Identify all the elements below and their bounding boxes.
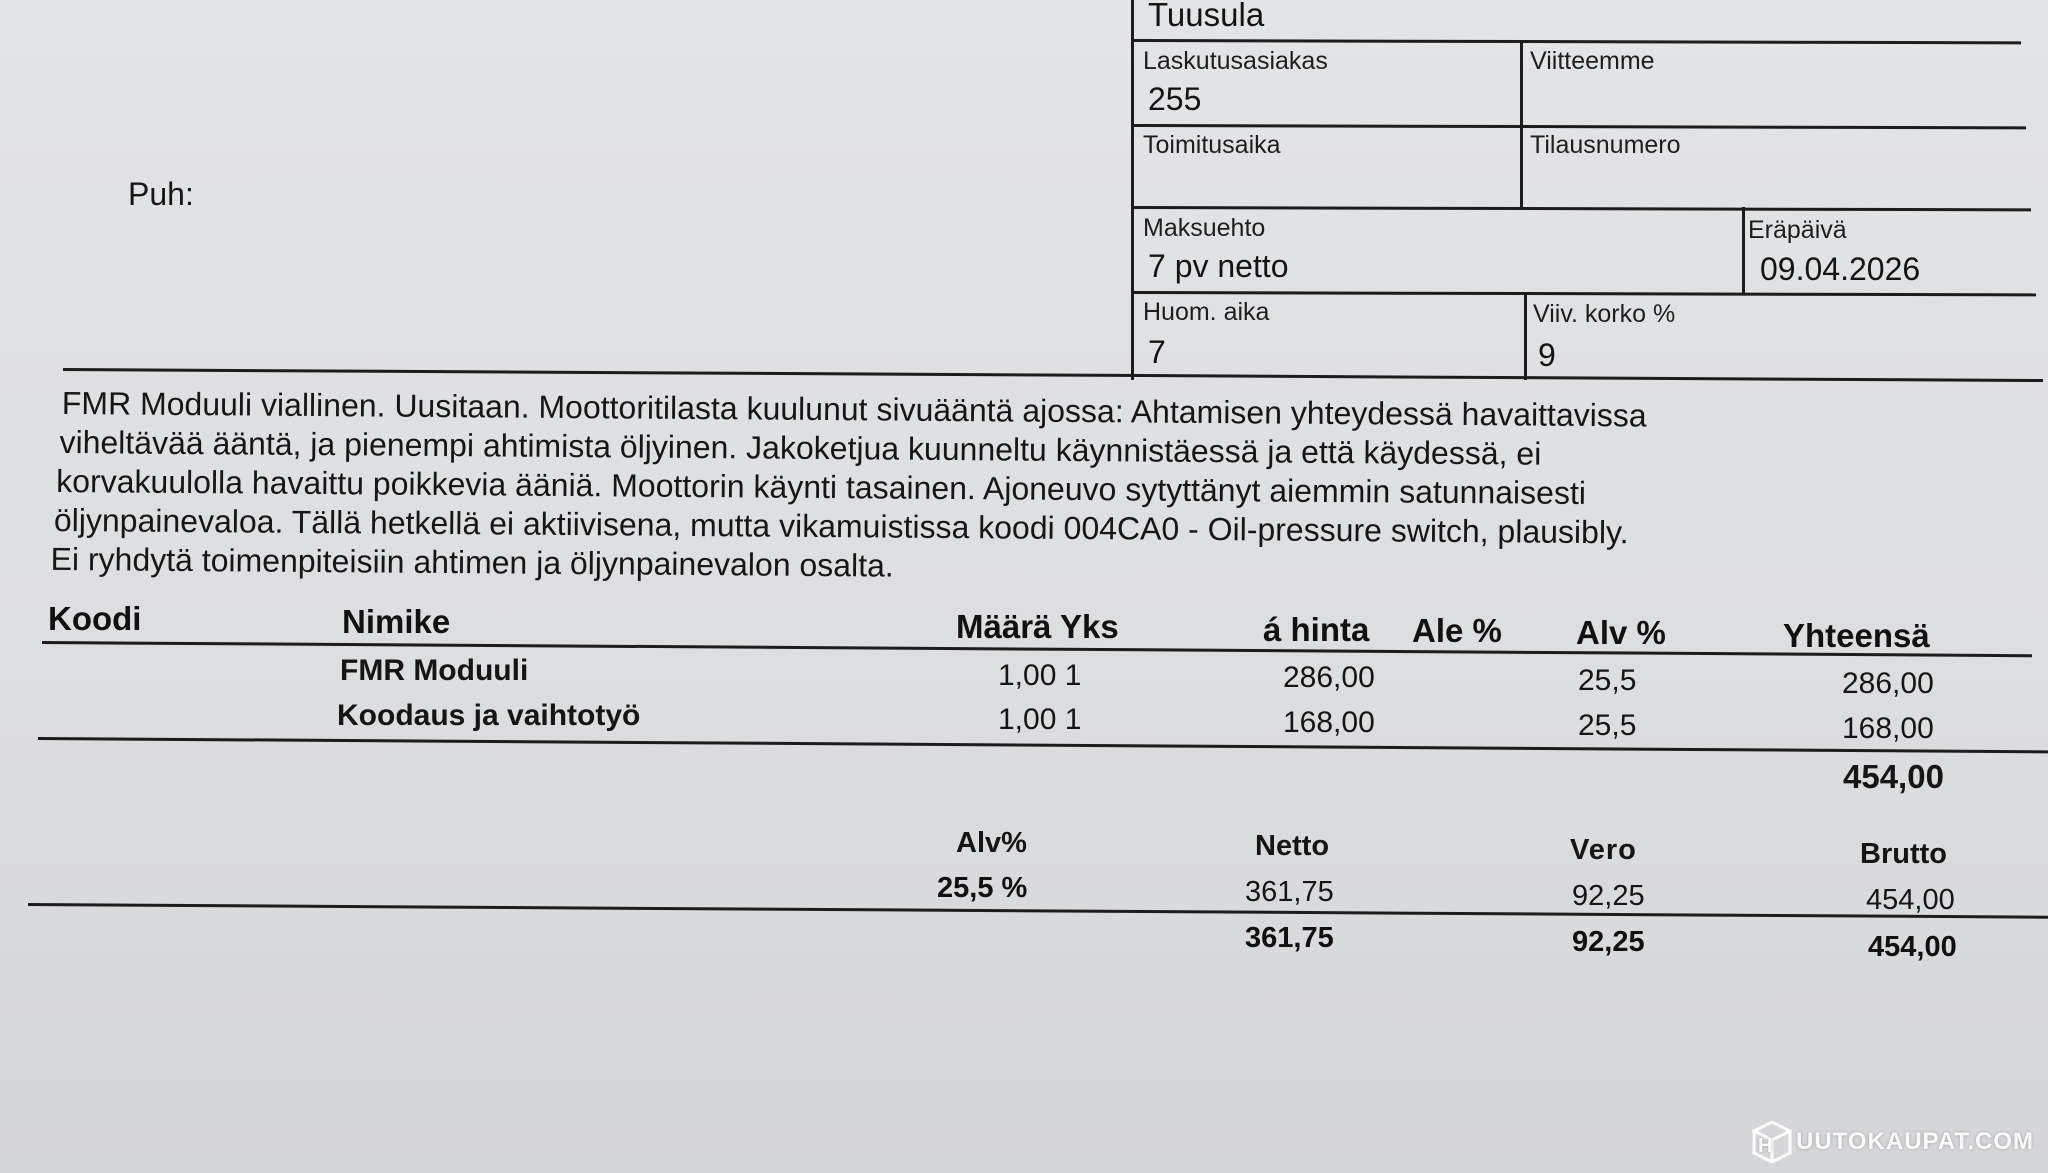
- col-header-code: Koodi: [48, 600, 142, 637]
- description-line: korvakuulolla havaittu poikkevia ääniä. Moottorin käynti tasainen. Ajoneuvo sytyttänyt aiemmin satunnaisesti: [56, 462, 1587, 511]
- description-line: Ei ryhdytä toimenpiteisiin ahtimen ja öljynpainevalon osalta.: [50, 540, 894, 584]
- col-header-qty-unit: Määrä Yks: [956, 608, 1119, 645]
- notice-time-label: Huom. aika: [1143, 298, 1270, 326]
- vat-row-pct: 25,5 %: [937, 872, 1028, 904]
- phone-label: Puh:: [128, 176, 194, 212]
- grid-line-1: [1131, 39, 2021, 44]
- description-line: FMR Moduuli viallinen. Uusitaan. Moottoritilasta kuulunut sivuääntä ajossa: Ahtamisen yhteydessä havaittavissa: [61, 385, 1647, 434]
- late-interest-value: 9: [1538, 337, 1556, 373]
- work-description: [50, 384, 1647, 591]
- watermark-text: UUTOKAUPAT.COM: [1796, 1128, 2034, 1155]
- watermark-logo-letter: H: [1758, 1135, 1774, 1157]
- item-unit-price: 168,00: [1283, 706, 1375, 739]
- vat-total-net: 361,75: [1245, 922, 1334, 954]
- billing-customer-label: Laskutusasiakas: [1143, 47, 1328, 75]
- grid-line-2: [1131, 124, 2026, 129]
- vat-row-tax: 92,25: [1572, 880, 1645, 912]
- watermark-logo-icon: [1752, 1121, 1792, 1163]
- col-header-discount: Ale %: [1412, 612, 1502, 649]
- grid-divider-2: [1742, 207, 1745, 293]
- table-bottom-rule: [38, 737, 2048, 753]
- vat-row-net: 361,75: [1245, 876, 1334, 908]
- vat-summary-rule: [28, 903, 2048, 919]
- col-header-total: Yhteensä: [1783, 617, 1930, 654]
- late-interest-label: Viiv. korko %: [1533, 300, 1676, 328]
- vat-header-tax: Vero: [1570, 834, 1637, 866]
- grid-line-5: [63, 368, 2043, 382]
- city-name: Tuusula: [1148, 0, 1265, 33]
- item-name: Koodaus ja vaihtotyö: [337, 699, 641, 732]
- vat-row-gross: 454,00: [1866, 884, 1955, 916]
- vat-header-pct: Alv%: [956, 827, 1027, 859]
- grid-line-4: [1131, 291, 2036, 296]
- grid-divider-1: [1520, 40, 1523, 208]
- vat-total-tax: 92,25: [1572, 926, 1645, 958]
- grid-divider-3: [1524, 292, 1527, 380]
- due-date-value: 09.04.2026: [1760, 251, 1921, 287]
- grid-left-border: [1131, 0, 1134, 380]
- item-name: FMR Moduuli: [340, 654, 529, 687]
- item-qty-unit: 1,00 1: [998, 703, 1082, 736]
- col-header-vat: Alv %: [1576, 614, 1666, 651]
- order-number-label: Tilausnumero: [1530, 131, 1681, 159]
- item-vat: 25,5: [1578, 664, 1637, 697]
- payment-terms-value: 7 pv netto: [1148, 248, 1289, 284]
- item-vat: 25,5: [1578, 709, 1637, 742]
- due-date-label: Eräpäivä: [1748, 216, 1847, 244]
- grid-line-3: [1131, 206, 2031, 211]
- col-header-unit-price: á hinta: [1263, 611, 1370, 648]
- billing-customer-value: 255: [1148, 81, 1202, 117]
- notice-time-value: 7: [1148, 334, 1166, 370]
- description-line: viheltävää ääntä, ja pienempi ahtimista öljyinen. Jakoketjua kuunneltu käynnistäessä ja että käydessä, ei: [59, 423, 1542, 472]
- description-line: öljynpainevaloa. Tällä hetkellä ei aktiivisena, mutta vikamuistissa koodi 004CA0 - Oil-pressure switch, plausibly.: [53, 501, 1629, 551]
- vat-total-gross: 454,00: [1868, 931, 1957, 963]
- grand-total: 454,00: [1843, 758, 1944, 795]
- our-reference-label: Viitteemme: [1530, 47, 1655, 75]
- col-header-name: Nimike: [342, 603, 451, 640]
- item-total: 168,00: [1842, 712, 1934, 745]
- item-unit-price: 286,00: [1283, 661, 1375, 694]
- item-qty-unit: 1,00 1: [998, 659, 1082, 692]
- vat-header-net: Netto: [1255, 830, 1330, 862]
- payment-terms-label: Maksuehto: [1143, 214, 1266, 242]
- site-watermark: [1752, 1121, 2034, 1163]
- vat-header-gross: Brutto: [1860, 838, 1947, 870]
- item-total: 286,00: [1842, 667, 1934, 700]
- delivery-time-label: Toimitusaika: [1143, 131, 1281, 159]
